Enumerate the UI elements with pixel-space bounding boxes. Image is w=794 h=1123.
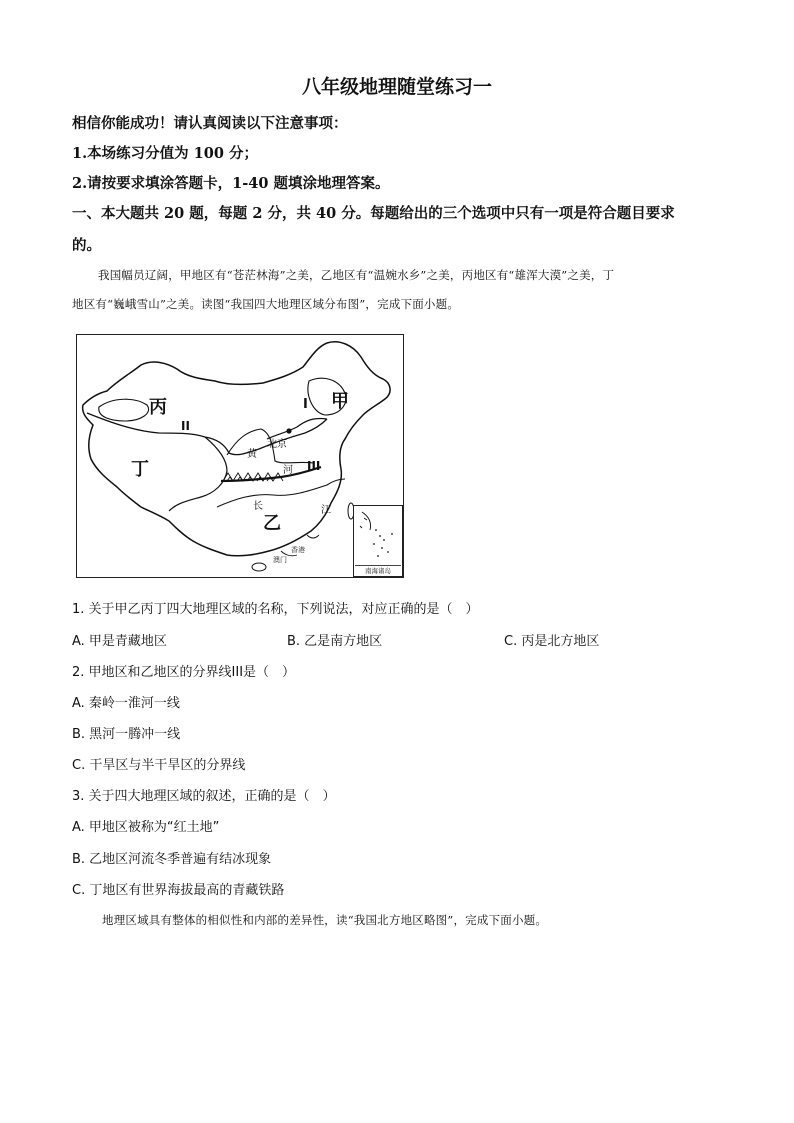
desert-loop (99, 399, 149, 421)
tibet-east-boundary (169, 437, 227, 511)
q1-stem: 1. 关于甲乙丙丁四大地理区域的名称，下列说法，对应正确的是（ ） (72, 602, 479, 617)
line-label-II: II (181, 419, 190, 433)
hainan-island (252, 563, 266, 571)
q2-option-a: A. 秦岭一淮河一线 (72, 696, 180, 711)
q3-option-b: B. 乙地区河流冬季普遍有结冰现象 (72, 852, 272, 867)
notes-header: 相信你能成功！请认真阅读以下注意事项： (72, 115, 348, 132)
line-label-I: I (303, 397, 308, 412)
note-item-1: 1.本场练习分值为 100 分； (72, 145, 258, 162)
q1-option-a: A. 甲是青藏地区 (72, 634, 167, 649)
boundary-line-II (87, 413, 327, 455)
china-outline (83, 342, 390, 556)
region-label-ding: 丁 (131, 459, 149, 480)
section-heading-line2: 的。 (72, 237, 101, 254)
note-item-2: 2.请按要求填涂答题卡，1-40 题填涂地理答案。 (72, 175, 390, 192)
q1-option-c: C. 丙是北方地区 (504, 634, 600, 649)
huang-label: 黄 (247, 449, 257, 460)
jiang-label: 江 (321, 505, 331, 516)
xianggang-label: 香港 (291, 546, 305, 554)
region-label-jia: 甲 (331, 391, 349, 412)
aomen-label: 澳门 (273, 556, 287, 564)
q3-option-a: A. 甲地区被称为“红土地” (72, 820, 220, 835)
region-label-bing: 丙 (149, 397, 167, 418)
page-title: 八年级地理随堂练习一 (301, 76, 492, 98)
intro1-line2: 地区有“巍峨雪山”之美。读图“我国四大地理区域分布图”，完成下面小题。 (72, 297, 460, 311)
beijing-marker (286, 428, 291, 433)
inset-label: 南海诸岛 (355, 565, 401, 575)
section-heading-line1: 一、本大题共 20 题，每题 2 分，共 40 分。每题给出的三个选项中只有一项是符合题目要求 (72, 205, 675, 222)
line-label-III: III (307, 459, 321, 473)
chang-label: 长 (253, 501, 263, 512)
q3-stem: 3. 关于四大地理区域的叙述，正确的是（ ） (72, 789, 336, 804)
china-regions-map (76, 334, 404, 578)
south-china-sea-inset (353, 505, 403, 577)
q2-option-b: B. 黑河一腾冲一线 (72, 727, 181, 742)
q2-stem: 2. 甲地区和乙地区的分界线III是（ ） (72, 665, 296, 680)
q2-option-c: C. 干旱区与半干旱区的分界线 (72, 758, 246, 773)
q1-option-b: B. 乙是南方地区 (287, 634, 383, 649)
beijing-label: 北京 (267, 439, 287, 450)
intro1-line1: 我国幅员辽阔，甲地区有“苍茫林海”之美，乙地区有“温婉水乡”之美，丙地区有“雄浑大漠”之美，丁 (98, 268, 615, 282)
he-label: 河 (283, 465, 293, 476)
q3-option-c: C. 丁地区有世界海拔最高的青藏铁路 (72, 883, 285, 898)
region-label-yi: 乙 (263, 513, 281, 534)
intro2: 地理区域具有整体的相似性和内部的差异性，读“我国北方地区略图”，完成下面小题。 (102, 913, 548, 927)
